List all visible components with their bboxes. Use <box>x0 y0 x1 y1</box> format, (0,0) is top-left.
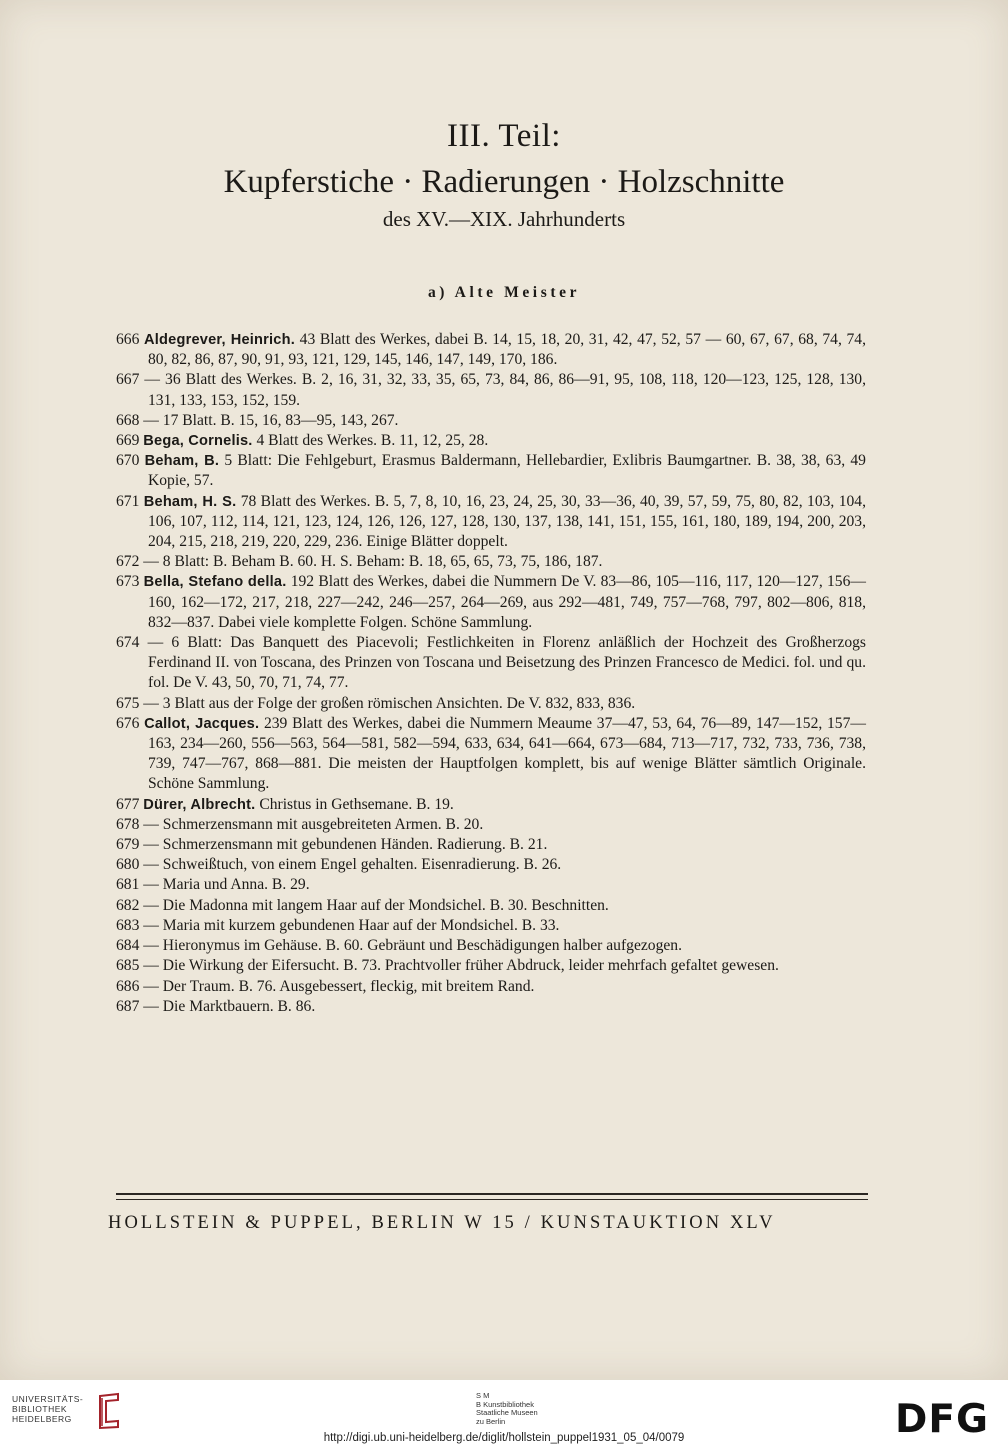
lot-number: 673 <box>116 573 140 591</box>
lot-number: 681 <box>116 876 140 894</box>
artist-name: Beham, H. S. <box>143 493 237 510</box>
entry-description: — 3 Blatt aus der Folge der großen römischen Ansichten. De V. 832, 833, 836. <box>143 694 636 712</box>
entry-description: 5 Blatt: Die Fehlgeburt, Erasmus Baldermann, Hellebardier, Exlibris Baumgartner. B. 38, 38, 63, 49 Kopie, 57. <box>148 452 866 490</box>
entry-description: — Schmerzensmann mit gebundenen Händen. Radierung. B. 21. <box>143 836 548 854</box>
footer-rule-thin <box>116 1199 868 1200</box>
footer-rule-thick <box>116 1193 868 1195</box>
lot-number: 676 <box>116 714 140 732</box>
lot-number: 679 <box>116 836 140 854</box>
lot-number: 674 <box>116 634 140 652</box>
catalogue-entry <box>116 714 866 795</box>
lot-number: 671 <box>116 492 140 510</box>
entry-description: 78 Blatt des Werkes. B. 5, 7, 8, 10, 16, 23, 24, 25, 30, 33—36, 40, 39, 57, 59, 75, 80, 82, 103, 104, 106, 107, 112, 114, 121, 123, 124, 126, 126, 127, 128, 130, 137, 138, 141, 151, 155, 161, 180, 189, 194, 200, 203, 204, 215, 218, 219, 220, 229, 236. Einige Blätter doppelt. <box>148 492 866 551</box>
catalogue-entry <box>116 572 866 633</box>
catalogue-entry <box>116 431 866 451</box>
sm-logo-line: Staatliche Museen <box>476 1408 538 1417</box>
section-heading: a) Alte Meister <box>427 284 581 301</box>
entry-description: 192 Blatt des Werkes, dabei die Nummern De V. 83—86, 105—116, 117, 120—127, 156—160, 162—172, 217, 218, 227—242, 246—257, 264—269, aus 292—481, 749, 757—768, 797, 802—806, 818, 832—837. Dabei viele komplette Folgen. Schöne Sammlung. <box>148 573 866 631</box>
entry-description: — Maria und Anna. B. 29. <box>143 876 310 894</box>
entry-description: — 17 Blatt. B. 15, 16, 83—95, 143, 267. <box>143 411 399 429</box>
sm-logo-line: zu Berlin <box>476 1416 506 1426</box>
entry-description: — Schweißtuch, von einem Engel gehalten. Eisenradierung. B. 26. <box>143 856 562 874</box>
lot-number: 675 <box>116 694 140 712</box>
lot-number: 680 <box>116 856 140 874</box>
sm-logo-line: B Kunstbibliothek <box>476 1399 534 1409</box>
catalogue-entry <box>116 815 866 835</box>
museum-library-logo <box>476 1392 538 1426</box>
entry-description: — Hieronymus im Gehäuse. B. 60. Gebräunt und Beschädigungen halber aufgezogen. <box>143 937 683 955</box>
uni-logo-line: BIBLIOTHEK <box>12 1404 68 1414</box>
entry-description: 239 Blatt des Werkes, dabei die Nummern Meaume 37—47, 53, 64, 76—89, 147—152, 157—163, 234—260, 556—563, 564—581, 582—594, 633, 634, 641—664, 673—684, 713—717, 732, 733, 736, 738, 739, 747—767, 868—881. Die meisten der Hauptfolgen komplett, bis auf wenige Blätter sämtlich Originale. Schöne Sammlung. <box>148 714 866 793</box>
catalogue-entry <box>116 997 866 1017</box>
artist-name: Bega, Cornelis. <box>143 433 253 450</box>
part-title: III. Teil: <box>447 118 561 154</box>
lot-number: 670 <box>116 452 140 470</box>
entry-description: — 6 Blatt: Das Banquett des Piacevoli; Festlichkeiten in Florenz anläßlich der Hochzeit des Großherzogs Ferdinand II. von Toscana, des Prinzen von Toscana und Beisetzung des Prinzen Francesco de Medici. fol. und qu. fol. De V. 43, 50, 70, 71, 74, 77. <box>147 634 866 692</box>
entry-description: 43 Blatt des Werkes, dabei B. 14, 15, 18, 20, 31, 42, 47, 52, 57 — 60, 67, 67, 68, 74, 74, 80, 82, 86, 87, 90, 91, 93, 121, 129, 145, 146, 147, 149, 170, 186. <box>148 331 866 369</box>
artist-name: Aldegrever, Heinrich. <box>144 332 295 348</box>
catalogue-entry <box>116 633 866 694</box>
entry-description: — Der Traum. B. 76. Ausgebessert, fleckig, mit breitem Rand. <box>143 977 535 995</box>
catalogue-entry <box>116 370 866 410</box>
catalogue-entry <box>116 977 866 997</box>
catalogue-entry <box>116 855 866 875</box>
dfg-logo: DFG <box>895 1397 990 1442</box>
lot-number: 678 <box>116 815 140 833</box>
catalogue-entries <box>116 330 866 1017</box>
catalogue-entry <box>116 936 866 956</box>
lot-number: 677 <box>116 795 140 813</box>
university-emblem-icon <box>96 1392 122 1430</box>
entry-description: — Die Wirkung der Eifersucht. B. 73. Prachtvoller früher Abdruck, leider mehrfach gefaltet gewesen. <box>143 957 779 975</box>
publisher-footer: HOLLSTEIN & PUPPEL, BERLIN W 15 / KUNSTAUKTION XLV <box>108 1213 776 1233</box>
century-heading: des XV.—XIX. Jahrhunderts <box>382 207 626 231</box>
artist-name: Callot, Jacques. <box>144 715 260 732</box>
lot-number: 682 <box>116 896 140 914</box>
catalogue-entry <box>116 694 866 714</box>
catalogue-entry <box>116 492 866 553</box>
page-subtitle: Kupferstiche · Radierungen · Holzschnitte <box>223 164 785 200</box>
entry-description: Christus in Gethsemane. B. 19. <box>255 795 454 813</box>
lot-number: 672 <box>116 553 140 571</box>
catalogue-entry <box>116 330 866 370</box>
lot-number: 668 <box>116 411 140 429</box>
catalogue-entry <box>116 835 866 855</box>
catalogue-entry <box>116 896 866 916</box>
catalogue-entry <box>116 411 866 431</box>
lot-number: 687 <box>116 997 140 1015</box>
lot-number: 683 <box>116 916 140 934</box>
artist-name: Dürer, Albrecht. <box>143 796 256 813</box>
entry-description: — Die Madonna mit langem Haar auf der Mondsichel. B. 30. Beschnitten. <box>143 896 609 914</box>
entry-description: — 8 Blatt: B. Beham B. 60. H. S. Beham: B. 18, 65, 65, 73, 75, 186, 187. <box>143 553 603 571</box>
lot-number: 686 <box>116 977 140 995</box>
catalogue-entry <box>116 916 866 936</box>
catalogue-entry <box>116 552 866 572</box>
entry-description: — 36 Blatt des Werkes. B. 2, 16, 31, 32, 33, 35, 65, 73, 84, 86, 86—91, 95, 108, 118, 120—123, 125, 128, 130, 131, 133, 153, 152, 159. <box>144 371 866 409</box>
sm-logo-line: S M <box>476 1391 490 1400</box>
artist-name: Bella, Stefano della. <box>143 574 287 591</box>
artist-name: Beham, B. <box>144 453 220 470</box>
catalogue-entry <box>116 956 866 976</box>
lot-number: 666 <box>116 331 140 348</box>
entry-description: — Maria mit kurzem gebundenen Haar auf der Mondsichel. B. 33. <box>143 916 560 934</box>
lot-number: 684 <box>116 937 140 955</box>
university-library-logo <box>12 1394 83 1424</box>
entry-description: — Schmerzensmann mit ausgebreiteten Armen. B. 20. <box>143 815 484 833</box>
catalogue-entry <box>116 875 866 895</box>
uni-logo-line: UNIVERSITÄTS- <box>12 1394 84 1404</box>
lot-number: 685 <box>116 957 140 975</box>
catalogue-entry <box>116 451 866 491</box>
source-url-link[interactable]: http://digi.ub.uni-heidelberg.de/diglit/hollstein_puppel1931_05_04/0079 <box>323 1432 685 1444</box>
entry-description: — Die Marktbauern. B. 86. <box>143 997 316 1015</box>
entry-description: 4 Blatt des Werkes. B. 11, 12, 25, 28. <box>252 432 489 450</box>
lot-number: 667 <box>116 371 140 389</box>
catalogue-entry <box>116 795 866 815</box>
lot-number: 669 <box>116 432 140 450</box>
uni-logo-line: HEIDELBERG <box>12 1414 72 1424</box>
